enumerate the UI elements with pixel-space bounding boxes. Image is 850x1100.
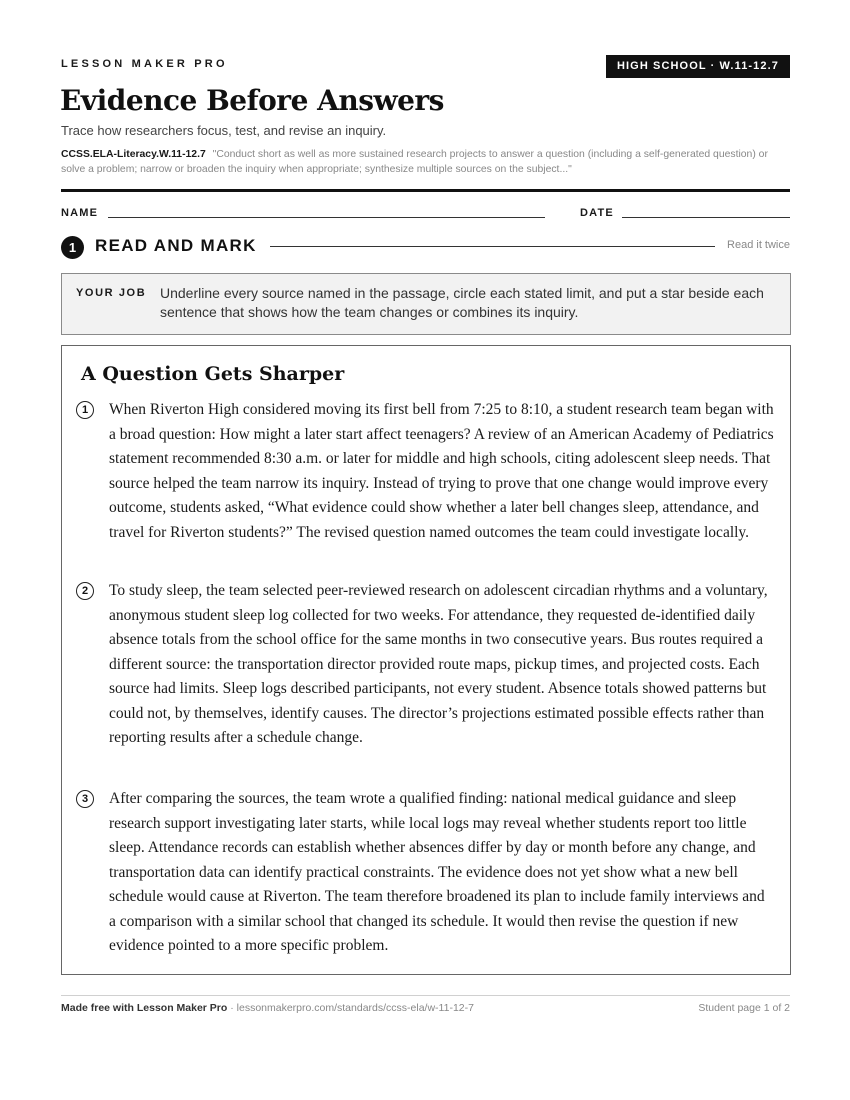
- level-badge: HIGH SCHOOL · W.11-12.7: [606, 55, 790, 78]
- date-label: DATE: [580, 207, 614, 219]
- paragraph-text: After comparing the sources, the team wrote a qualified finding: national medical guidance and sleep research support investigating later starts, while local logs may reveal whether students report too little sleep. Attendance records can establish whether absences differ by day or month before any change, and transportation data can identify practical constraints. The evidence does not yet show what a new bell schedule would cause at Riverton. The team therefore broadened its plan to include family interviews and a comparison with a similar school that changed its schedule. It would then revise the question if new evidence pointed to a more specific problem.: [109, 790, 765, 954]
- paragraph-text: When Riverton High considered moving its first bell from 7:25 to 8:10, a student research team began with a broad question: How might a later start affect teenagers? A review of an American Academy of Pediatrics statement recommended 8:30 a.m. or later for middle and high schools, citing adolescent sleep needs. That source helped the team narrow its inquiry. Instead of trying to prove that one change would improve every outcome, students asked, “What evidence could show whether a later bell changes sleep, attendance, and travel for Riverton students?” The revised question named outcomes the team could investigate locally.: [109, 401, 774, 541]
- footer-divider: [61, 995, 790, 996]
- section-title: READ AND MARK: [95, 236, 257, 255]
- date-field[interactable]: [622, 217, 790, 218]
- header-divider: [61, 189, 790, 192]
- paragraph-number: 1: [76, 401, 94, 419]
- header-top-row: [61, 55, 790, 79]
- section-note: Read it twice: [727, 239, 790, 251]
- standard-citation: [61, 147, 790, 177]
- job-text: Underline every source named in the passage, circle each stated limit, and put a star beside each sentence that shows how the team changes or combines its inquiry.: [160, 285, 764, 320]
- standard-code: CCSS.ELA-Literacy.W.11-12.7: [61, 149, 206, 160]
- paragraph-number: 2: [76, 582, 94, 600]
- brand-name: LESSON MAKER PRO: [61, 58, 228, 70]
- standard-text: "Conduct short as well as more sustained research projects to answer a question (including a self-generated question) or solve a problem; narrow or broaden the inquiry when appropriate; synthesize multiple sources on the subject...": [61, 149, 768, 175]
- footer-made-with: Made free with Lesson Maker Pro: [61, 1002, 228, 1014]
- section-rule: [270, 246, 715, 247]
- paragraph-text: To study sleep, the team selected peer-reviewed research on adolescent circadian rhythms and a voluntary, anonymous student sleep log collected for two weeks. For attendance, they requested de-identified daily absence totals from the school office for the same months in two consecutive years. Bus routes required a different source: the transportation director provided route maps, pickup times, and projected costs. Each source had limits. Sleep logs described participants, not every student. Absence totals showed patterns but could not, by themselves, identify causes. The director’s projections estimated possible effects rather than reporting results after a schedule change.: [109, 582, 768, 746]
- footer-page-number: Student page 1 of 2: [698, 1002, 790, 1014]
- job-instructions-box: [61, 273, 791, 335]
- name-label: NAME: [61, 207, 99, 219]
- paragraph-number: 3: [76, 790, 94, 808]
- passage-box: [61, 345, 791, 975]
- name-field[interactable]: [108, 217, 545, 218]
- job-label: YOUR JOB: [76, 287, 147, 299]
- footer-credit: [61, 1002, 474, 1014]
- footer-url: · lessonmakerpro.com/standards/ccss-ela/w-11-12-7: [230, 1002, 474, 1014]
- page-subtitle: Trace how researchers focus, test, and revise an inquiry.: [61, 123, 387, 138]
- section-number-badge: 1: [61, 236, 84, 259]
- page-title: Evidence Before Answers: [60, 84, 444, 117]
- passage-title: A Question Gets Sharper: [81, 363, 345, 385]
